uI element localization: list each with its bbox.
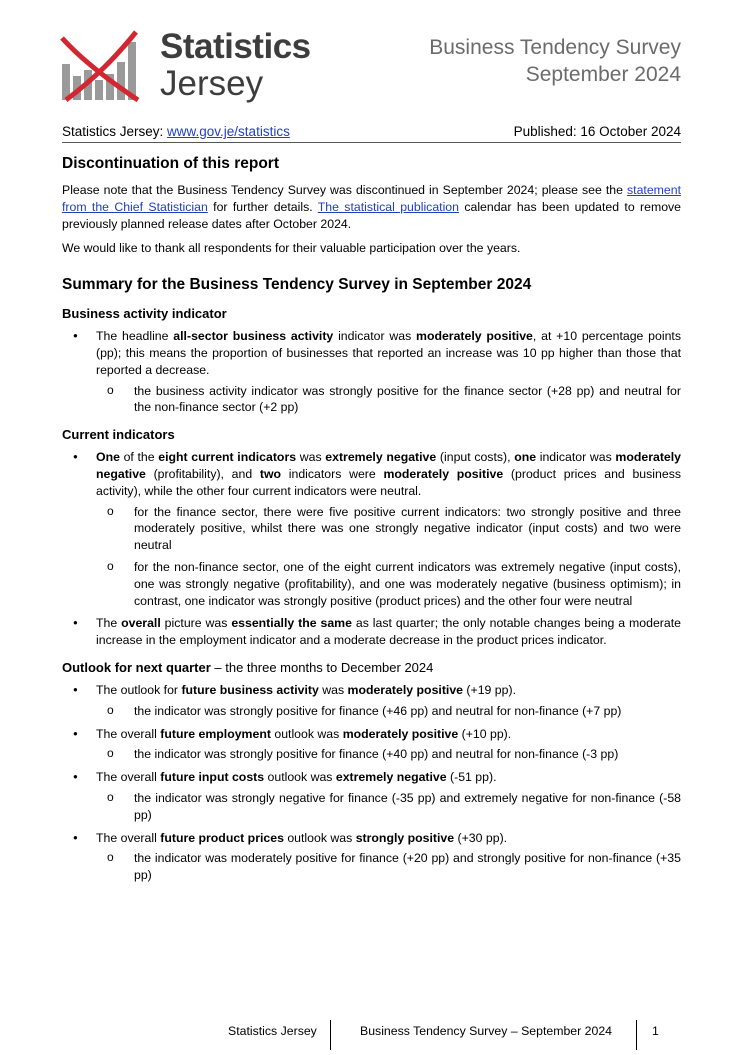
footer-report-title: Business Tendency Survey – September 2024: [360, 1024, 613, 1038]
list-item: [62, 769, 681, 823]
text-run: indicators were: [281, 466, 384, 481]
text-run: The overall: [96, 830, 161, 845]
bold-text: future input costs: [160, 770, 265, 785]
list-item: o the indicator was strongly negative for finance (-35 pp) and extremely negative for non-finance (-58 pp): [62, 790, 681, 824]
text-run: picture was: [160, 616, 232, 631]
bold-text: future business activity: [181, 682, 319, 697]
text-run: as last quarter; the only notable changes being a moderate increase in the employment indicator and a moderate decrease in the product prices indicator.: [96, 616, 681, 648]
list-item: o the indicator was strongly positive for finance (+40 pp) and neutral for non-finance (-3 pp): [62, 746, 681, 763]
document-title-line1: Business Tendency Survey: [429, 36, 681, 59]
sub-list: [62, 850, 681, 884]
text-run: (+10 pp).: [458, 726, 512, 741]
bold-text: One: [96, 450, 120, 465]
text-run: (profitability), and: [145, 466, 260, 481]
list-item: [62, 830, 681, 884]
text-run: (+19 pp).: [463, 682, 516, 697]
list-item: [62, 449, 681, 609]
page-footer: [0, 1020, 737, 1050]
bold-text: strongly positive: [355, 830, 455, 845]
list-item: o for the non-finance sector, one of the eight current indicators was extremely negative (input costs), one was strongly negative (profitability), and one was moderately negative (business optimism); in contrast, one indicator was strongly positive (product prices) and the other four were neutral: [62, 559, 681, 609]
text-run: of the: [119, 450, 159, 465]
list-item: o the indicator was strongly positive for finance (+46 pp) and neutral for non-finance (+7 pp): [62, 703, 681, 720]
list-item: o for the finance sector, there were five positive current indicators: two strongly positive and three moderately positive, whilst there was one strongly negative indicator (input costs) and two were neutral: [62, 504, 681, 554]
text-run: indicator was: [333, 329, 417, 344]
text-run: outlook was: [283, 830, 356, 845]
text-run: for further details.: [207, 199, 318, 214]
text-run: The overall: [96, 770, 161, 785]
text-run: (product prices and business activity), while the other four current indicators were neutral.: [96, 466, 681, 498]
outlook-heading-bold: Outlook for next quarter: [62, 659, 211, 675]
thanks-paragraph: We would like to thank all respondents for their valuable participation over the years.: [62, 241, 521, 256]
statistics-website-link[interactable]: www.gov.je/statistics: [167, 124, 290, 139]
business-activity-list: [62, 328, 681, 416]
discontinuation-heading: Discontinuation of this report: [62, 155, 279, 172]
text-run: Please note that the Business Tendency Survey was discontinued in September 2024; please see the: [62, 183, 627, 197]
bold-text: moderately positive: [347, 682, 464, 697]
document-title-line2: September 2024: [525, 63, 681, 86]
statistical-publication-link[interactable]: The statistical publication: [317, 199, 459, 214]
published-date: Published: 16 October 2024: [513, 124, 681, 139]
document-title: [429, 34, 681, 88]
logo-bars-icon: [60, 28, 160, 104]
bold-text: overall: [121, 616, 161, 631]
bold-text: moderately positive: [383, 466, 504, 481]
discontinuation-paragraph: [62, 182, 681, 232]
text-run: (-51 pp).: [446, 770, 497, 785]
list-item: o the business activity indicator was strongly positive for the finance sector (+28 pp) and neutral for the non-finance sector (+2 pp): [62, 383, 681, 417]
bold-text: all-sector business activity: [173, 329, 334, 344]
bold-text: moderately positive: [342, 726, 459, 741]
list-item: [62, 682, 681, 720]
footer-divider: [636, 1020, 637, 1050]
outlook-heading-rest: – the three months to December 2024: [210, 659, 434, 675]
logo-text-statistics: Statistics: [160, 27, 311, 66]
text-run: was: [318, 682, 348, 697]
footer-publisher: Statistics Jersey: [228, 1024, 317, 1038]
meta-row: [62, 124, 681, 143]
text-run: The outlook for: [96, 682, 182, 697]
sub-list: [62, 703, 681, 720]
bold-text: two: [259, 466, 282, 481]
sub-list: [62, 746, 681, 763]
sub-list: [62, 504, 681, 610]
bold-text: future employment: [160, 726, 271, 741]
text-run: The headline: [96, 329, 174, 344]
report-content: [62, 154, 681, 890]
logo-text-jersey: Jersey: [160, 64, 264, 103]
source-line: [62, 124, 290, 139]
text-run: indicator was: [536, 450, 616, 465]
outlook-heading: [62, 659, 681, 676]
bold-text: essentially the same: [231, 616, 352, 631]
text-run: calendar has been updated to remove previously planned release dates after October 2024.: [62, 199, 682, 231]
text-run: , at +10 percentage points (pp); this means the proportion of businesses that reported an increase was 10 pp higher than those that reported a decrease.: [96, 329, 681, 377]
page-number: 1: [652, 1024, 659, 1038]
bold-text: extremely negative: [325, 450, 437, 465]
bold-text: future product prices: [160, 830, 284, 845]
list-item: [62, 726, 681, 764]
list-item: [62, 615, 681, 649]
text-run: outlook was: [264, 770, 336, 785]
list-item: [62, 328, 681, 416]
text-run: The overall: [96, 726, 161, 741]
text-run: The: [96, 616, 122, 631]
text-run: outlook was: [270, 726, 343, 741]
text-run: (input costs),: [436, 450, 515, 465]
chief-statistician-statement-link[interactable]: statement from the Chief Statistician: [62, 183, 681, 214]
summary-heading: Summary for the Business Tendency Survey in September 2024: [62, 276, 532, 294]
outlook-list: [62, 682, 681, 884]
text-run: (+30 pp).: [454, 830, 508, 845]
text-run: was: [296, 450, 326, 465]
sub-list: [62, 790, 681, 824]
bold-text: moderately positive: [416, 329, 533, 344]
current-indicators-heading: Current indicators: [62, 427, 175, 443]
footer-divider: [330, 1020, 331, 1050]
current-indicators-list: [62, 449, 681, 649]
business-activity-heading: Business activity indicator: [62, 306, 227, 322]
bold-text: one: [514, 450, 537, 465]
sub-list: [62, 383, 681, 417]
bold-text: extremely negative: [335, 770, 447, 785]
bold-text: eight current indicators: [158, 450, 297, 465]
bold-text: moderately negative: [96, 450, 682, 481]
source-label: Statistics Jersey:: [62, 124, 168, 139]
statistics-jersey-logo: [60, 28, 310, 104]
list-item: o the indicator was moderately positive for finance (+20 pp) and strongly positive for non-finance (+35 pp): [62, 850, 681, 884]
